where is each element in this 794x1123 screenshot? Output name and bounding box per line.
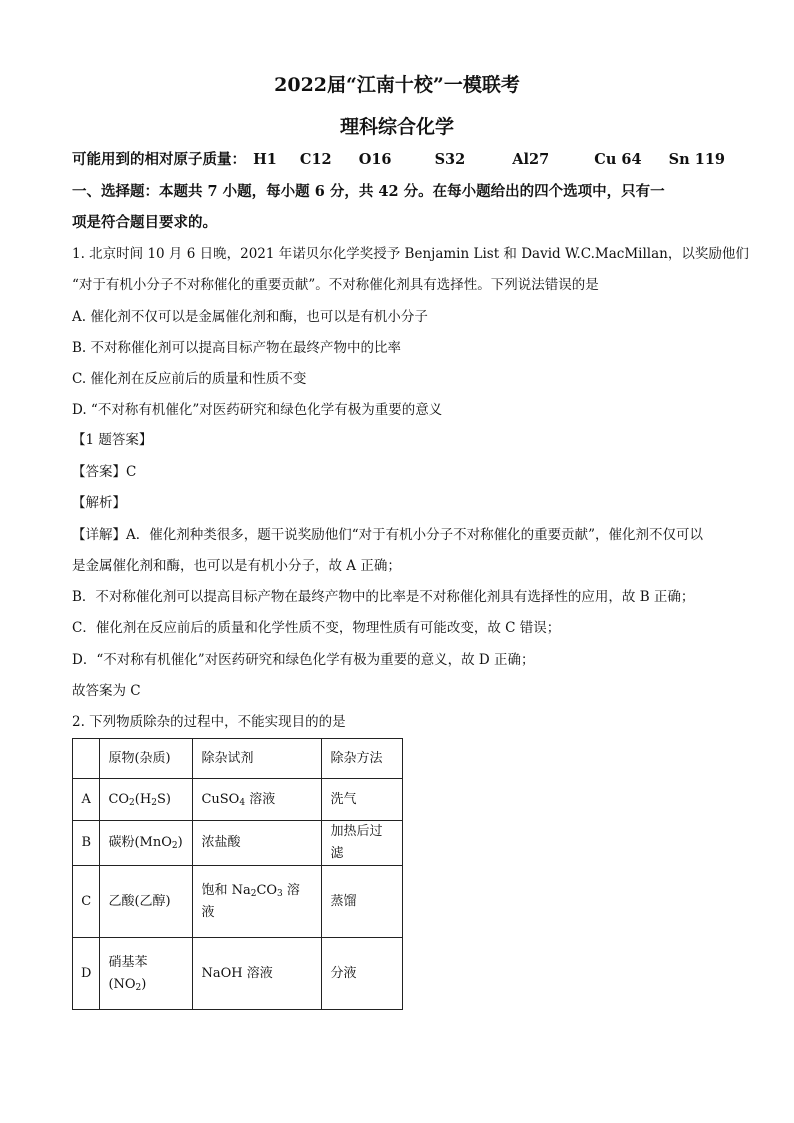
method-cell: 分液 [322,938,403,1010]
mass-sn: Sn 119 [668,151,726,168]
detail-line: 是金属催化剂和酶，也可以是有机小分子，故 A 正确； [72,558,401,574]
substance-cell: 碳粉(MnO$_2$) [100,821,193,866]
question-1-option-b: B. 不对称催化剂可以提高目标产物在最终产物中的比率 [72,340,402,356]
section-heading-line2: 项是符合题目要求的。 [72,214,217,231]
question-1-stem: 1. 北京时间 10 月 6 日晚，2021 年诺贝尔化学奖授予 Benjamin List 和 David W.C.MacMillan，以奖励他们 [72,246,749,262]
table-row [73,866,403,938]
question-1-stem-cont: “对于有机小分子不对称催化的重要贡献”。不对称催化剂具有选择性。下列说法错误的是 [72,277,599,293]
method-cell: 洗气 [322,779,403,821]
mass-h: H1 [253,151,277,168]
exam-subtitle: 理科综合化学 [339,116,454,138]
reagent-cell: 饱和 $Na_2CO_3$ 溶 液 [193,866,322,938]
header-cell: 除杂方法 [322,739,403,779]
question-1-option-c: C. 催化剂在反应前后的质量和性质不变 [72,371,307,387]
mass-cu: Cu 64 [594,151,642,168]
mass-al: Al27 [512,151,550,168]
substance-cell: 硝基苯 $(NO_2)$ [100,938,193,1010]
table-row [73,779,403,821]
row-label: A [73,779,100,821]
row-label: D [73,938,100,1010]
detail-line: D．“不对称有机催化”对医药研究和绿色化学有极为重要的意义，故 D 正确； [72,652,535,668]
substance-cell: 乙酸(乙醇) [100,866,193,938]
question-1-option-d: D. “不对称有机催化”对医药研究和绿色化学有极为重要的意义 [72,402,443,418]
detail-line: 故答案为 C [72,683,141,699]
detail-line: B．不对称催化剂可以提高目标产物在最终产物中的比率是不对称催化剂具有选择性的应用，故 B 正确； [72,589,695,605]
masses-label: 可能用到的相对原子质量： [72,151,246,168]
row-label: B [73,821,100,866]
table-header-row [73,739,403,779]
row-label: C [73,866,100,938]
atomic-masses [72,150,725,170]
reagent-cell: CuSO$_4$ 溶液 [193,779,322,821]
question-1-option-a: A. 催化剂不仅可以是金属催化剂和酶，也可以是有机小分子 [72,309,428,325]
mass-o: O16 [358,151,392,168]
exam-title: 2022届“江南十校”一模联考 [274,74,520,96]
section-heading-line1: 一、选择题：本题共 7 小题，每小题 6 分，共 42 分。在每小题给出的四个选项中，只有一 [72,183,665,200]
answer-heading: 【1 题答案】 [72,432,153,448]
header-cell: 原物(杂质) [100,739,193,779]
detail-line: 【详解】A．催化剂种类很多，题干说奖励他们“对于有机小分子不对称催化的重要贡献”，催化剂不仅可以 [72,527,704,543]
question-2-stem: 2. 下列物质除杂的过程中，不能实现目的的是 [72,714,346,730]
analysis-label: 【解析】 [72,495,126,511]
header-cell: 除杂试剂 [193,739,322,779]
table-row [73,938,403,1010]
purification-table [72,738,403,1010]
method-cell: 加热后过滤 [322,821,403,866]
mass-c: C12 [299,151,332,168]
reagent-cell: 浓盐酸 [193,821,322,866]
mass-s: S32 [434,151,466,168]
reagent-cell: NaOH 溶液 [193,938,322,1010]
header-cell [73,739,100,779]
method-cell: 蒸馏 [322,866,403,938]
answer-label: 【答案】C [72,464,137,480]
table-row [73,821,403,866]
detail-line: C．催化剂在反应前后的质量和化学性质不变，物理性质有可能改变，故 C 错误； [72,620,561,636]
substance-cell: $CO_2(H_2S)$ [100,779,193,821]
